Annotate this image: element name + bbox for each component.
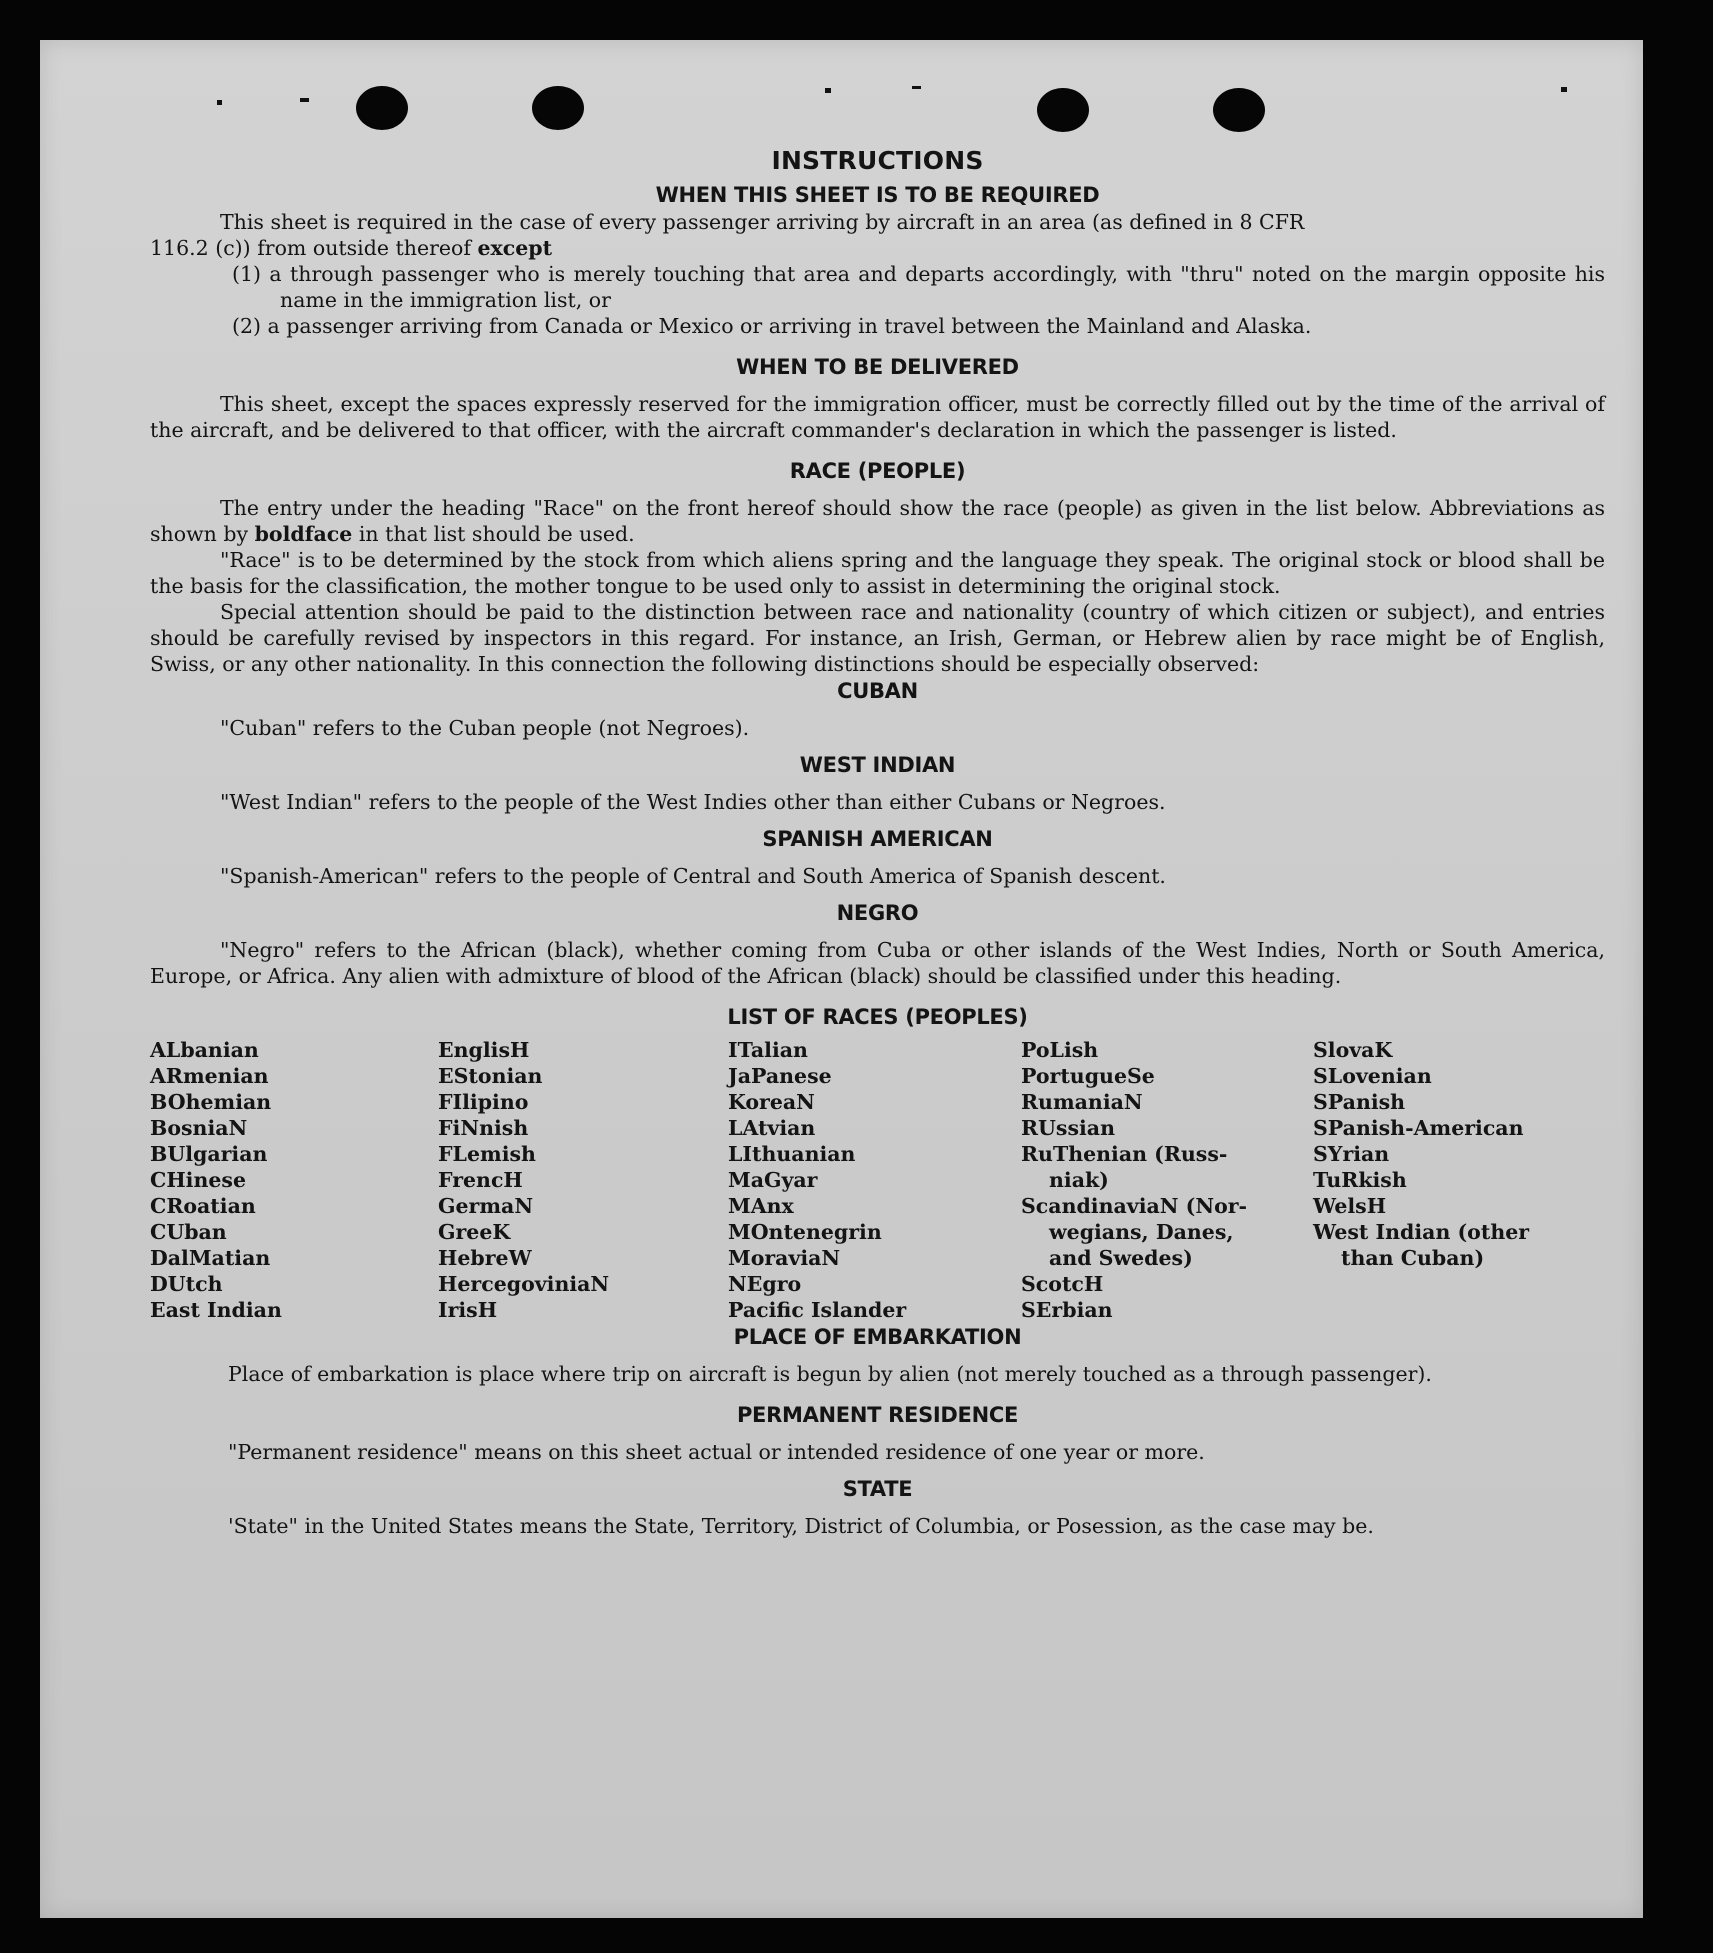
scan-speck xyxy=(217,100,222,105)
heading-permanent-residence: PERMANENT RESIDENCE xyxy=(736,1403,1019,1427)
heading-embarkation: PLACE OF EMBARKATION xyxy=(733,1325,1022,1349)
race-p1-prefix: The entry under the heading "Race" on the front hereof should show the race (people) as given in the list below. Abbreviations as shown by xyxy=(150,496,1605,546)
race-entry: SErbian xyxy=(1021,1298,1113,1322)
race-entry-continuation: and Swedes) xyxy=(1049,1246,1193,1270)
punch-hole xyxy=(1213,88,1265,132)
race-entry-continuation: wegians, Danes, xyxy=(1049,1220,1234,1244)
instructions-content xyxy=(150,145,1605,1539)
heading-race: RACE (PEOPLE) xyxy=(789,459,966,483)
heading-when-required: WHEN THIS SHEET IS TO BE REQUIRED xyxy=(655,183,1100,207)
race-entry: BosniaN xyxy=(150,1116,248,1140)
race-entry: GreeK xyxy=(438,1220,511,1244)
required-except-word: except xyxy=(477,236,553,260)
race-entry: TuRkish xyxy=(1313,1168,1407,1192)
race-entry: East Indian xyxy=(150,1298,282,1322)
race-entry: HebreW xyxy=(438,1246,532,1270)
race-entry: FrencH xyxy=(438,1168,523,1192)
negro-text: "Negro" refers to the African (black), whether coming from Cuba or other islands of the West Indies, North or South America, Europe, or Africa. Any alien with admixture of blood of the African (black) should be classified under this heading. xyxy=(150,938,1605,988)
race-entry: BUlgarian xyxy=(150,1142,268,1166)
race-entry: SPanish xyxy=(1313,1090,1406,1114)
required-intro-line1: This sheet is required in the case of every passenger arriving by aircraft in an area (as defined in 8 CFR xyxy=(220,210,1305,234)
race-entry: GermaN xyxy=(438,1194,534,1218)
heading-spanish-american: SPANISH AMERICAN xyxy=(762,827,993,851)
races-column-2 xyxy=(438,1037,728,1323)
races-column-1 xyxy=(150,1037,438,1323)
race-entry: CHinese xyxy=(150,1168,247,1192)
races-list xyxy=(150,1037,1605,1323)
race-entry: RUssian xyxy=(1021,1116,1115,1140)
document-sheet xyxy=(40,40,1643,1918)
race-entry: ScotcH xyxy=(1021,1272,1104,1296)
race-entry: FIlipino xyxy=(438,1090,529,1114)
races-column-3 xyxy=(728,1037,1021,1323)
race-entry: DUtch xyxy=(150,1272,223,1296)
race-entry: MAnx xyxy=(728,1194,794,1218)
residence-text: "Permanent residence" means on this sheet actual or intended residence of one year or more. xyxy=(228,1440,1205,1464)
race-p1-boldface-word: boldface xyxy=(254,522,353,546)
race-entry: MoraviaN xyxy=(728,1246,841,1270)
punch-hole xyxy=(356,86,408,130)
race-entry: CRoatian xyxy=(150,1194,256,1218)
race-entry: EnglisH xyxy=(438,1038,530,1062)
embarkation-text: Place of embarkation is place where trip on aircraft is begun by alien (not merely touched as a through passenger). xyxy=(228,1362,1432,1386)
race-entry: Pacific Islander xyxy=(728,1298,907,1322)
race-entry: RuThenian (Russ- xyxy=(1021,1142,1228,1166)
race-entry: RumaniaN xyxy=(1021,1090,1143,1114)
race-entry: SYrian xyxy=(1313,1142,1390,1166)
scan-speck xyxy=(300,98,309,102)
race-entry: ALbanian xyxy=(150,1038,259,1062)
race-entry: NEgro xyxy=(728,1272,802,1296)
race-entry: EStonian xyxy=(438,1064,543,1088)
race-entry: KoreaN xyxy=(728,1090,815,1114)
state-text: 'State" in the United States means the State, Territory, District of Columbia, or Posession, as the case may be. xyxy=(228,1514,1374,1538)
punch-hole xyxy=(1037,88,1089,132)
race-entry: LIthuanian xyxy=(728,1142,856,1166)
races-column-5 xyxy=(1313,1037,1605,1323)
heading-negro: NEGRO xyxy=(836,901,919,925)
heading-when-delivered: WHEN TO BE DELIVERED xyxy=(736,355,1019,379)
required-item-1: (1) a through passenger who is merely touching that area and departs accordingly, with "thru" noted on the margin opposite his name in the immigration list, or xyxy=(232,262,1605,312)
scan-speck xyxy=(825,88,831,93)
heading-west-indian: WEST INDIAN xyxy=(799,753,956,777)
race-entry: FiNnish xyxy=(438,1116,529,1140)
race-entry-continuation: than Cuban) xyxy=(1341,1246,1485,1270)
scan-speck xyxy=(1561,87,1567,92)
race-entry: ITalian xyxy=(728,1038,808,1062)
race-p1-suffix: in that list should be used. xyxy=(352,522,635,546)
race-entry: West Indian (other xyxy=(1313,1220,1530,1244)
page-title: INSTRUCTIONS xyxy=(771,146,984,175)
heading-cuban: CUBAN xyxy=(837,679,918,703)
race-paragraph-2: "Race" is to be determined by the stock from which aliens spring and the language they speak. The original stock or blood shall be the basis for the classification, the mother tongue to be used only to assist in determining the original stock. xyxy=(150,548,1605,598)
race-entry: HercegoviniaN xyxy=(438,1272,610,1296)
race-entry: PortugueSe xyxy=(1021,1064,1155,1088)
required-item-2: (2) a passenger arriving from Canada or Mexico or arriving in travel between the Mainland and Alaska. xyxy=(232,314,1312,338)
race-entry: LAtvian xyxy=(728,1116,816,1140)
race-entry: MaGyar xyxy=(728,1168,818,1192)
race-entry: SPanish-American xyxy=(1313,1116,1524,1140)
cuban-text: "Cuban" refers to the Cuban people (not Negroes). xyxy=(220,716,750,740)
race-entry-continuation: niak) xyxy=(1049,1168,1109,1192)
race-paragraph-3: Special attention should be paid to the distinction between race and nationality (country of which citizen or subject), and entries should be carefully revised by inspectors in this regard. For instance, an Irish, German, or Hebrew alien by race might be of English, Swiss, or any other nationality. In this connection the following distinctions should be especially observed: xyxy=(150,600,1605,676)
west-indian-text: "West Indian" refers to the people of the West Indies other than either Cubans or Negroes. xyxy=(220,790,1166,814)
race-entry: WelsH xyxy=(1313,1194,1387,1218)
race-entry: IrisH xyxy=(438,1298,498,1322)
punch-hole xyxy=(532,86,584,130)
race-entry: FLemish xyxy=(438,1142,536,1166)
race-entry: SlovaK xyxy=(1313,1038,1393,1062)
race-entry: ARmenian xyxy=(150,1064,269,1088)
races-column-4 xyxy=(1021,1037,1313,1323)
spanish-american-text: "Spanish-American" refers to the people of Central and South America of Spanish descent. xyxy=(220,864,1166,888)
race-entry: PoLish xyxy=(1021,1038,1099,1062)
race-entry: ScandinaviaN (Nor- xyxy=(1021,1194,1248,1218)
race-paragraph-1 xyxy=(150,495,1605,547)
required-intro-line2 xyxy=(150,235,1605,261)
race-entry: JaPanese xyxy=(728,1064,832,1088)
scan-speck xyxy=(912,86,921,89)
race-entry: MOntenegrin xyxy=(728,1220,882,1244)
required-intro-prefix: 116.2 (c)) from outside thereof xyxy=(150,236,478,260)
race-entry: BOhemian xyxy=(150,1090,272,1114)
race-entry: SLovenian xyxy=(1313,1064,1432,1088)
race-entry: CUban xyxy=(150,1220,227,1244)
heading-list-of-races: LIST OF RACES (PEOPLES) xyxy=(727,1005,1028,1029)
race-entry: DalMatian xyxy=(150,1246,271,1270)
heading-state: STATE xyxy=(842,1477,913,1501)
delivered-text: This sheet, except the spaces expressly reserved for the immigration officer, must be correctly filled out by the time of the arrival of the aircraft, and be delivered to that officer, with the aircraft commander's declaration in which the passenger is listed. xyxy=(150,392,1605,442)
